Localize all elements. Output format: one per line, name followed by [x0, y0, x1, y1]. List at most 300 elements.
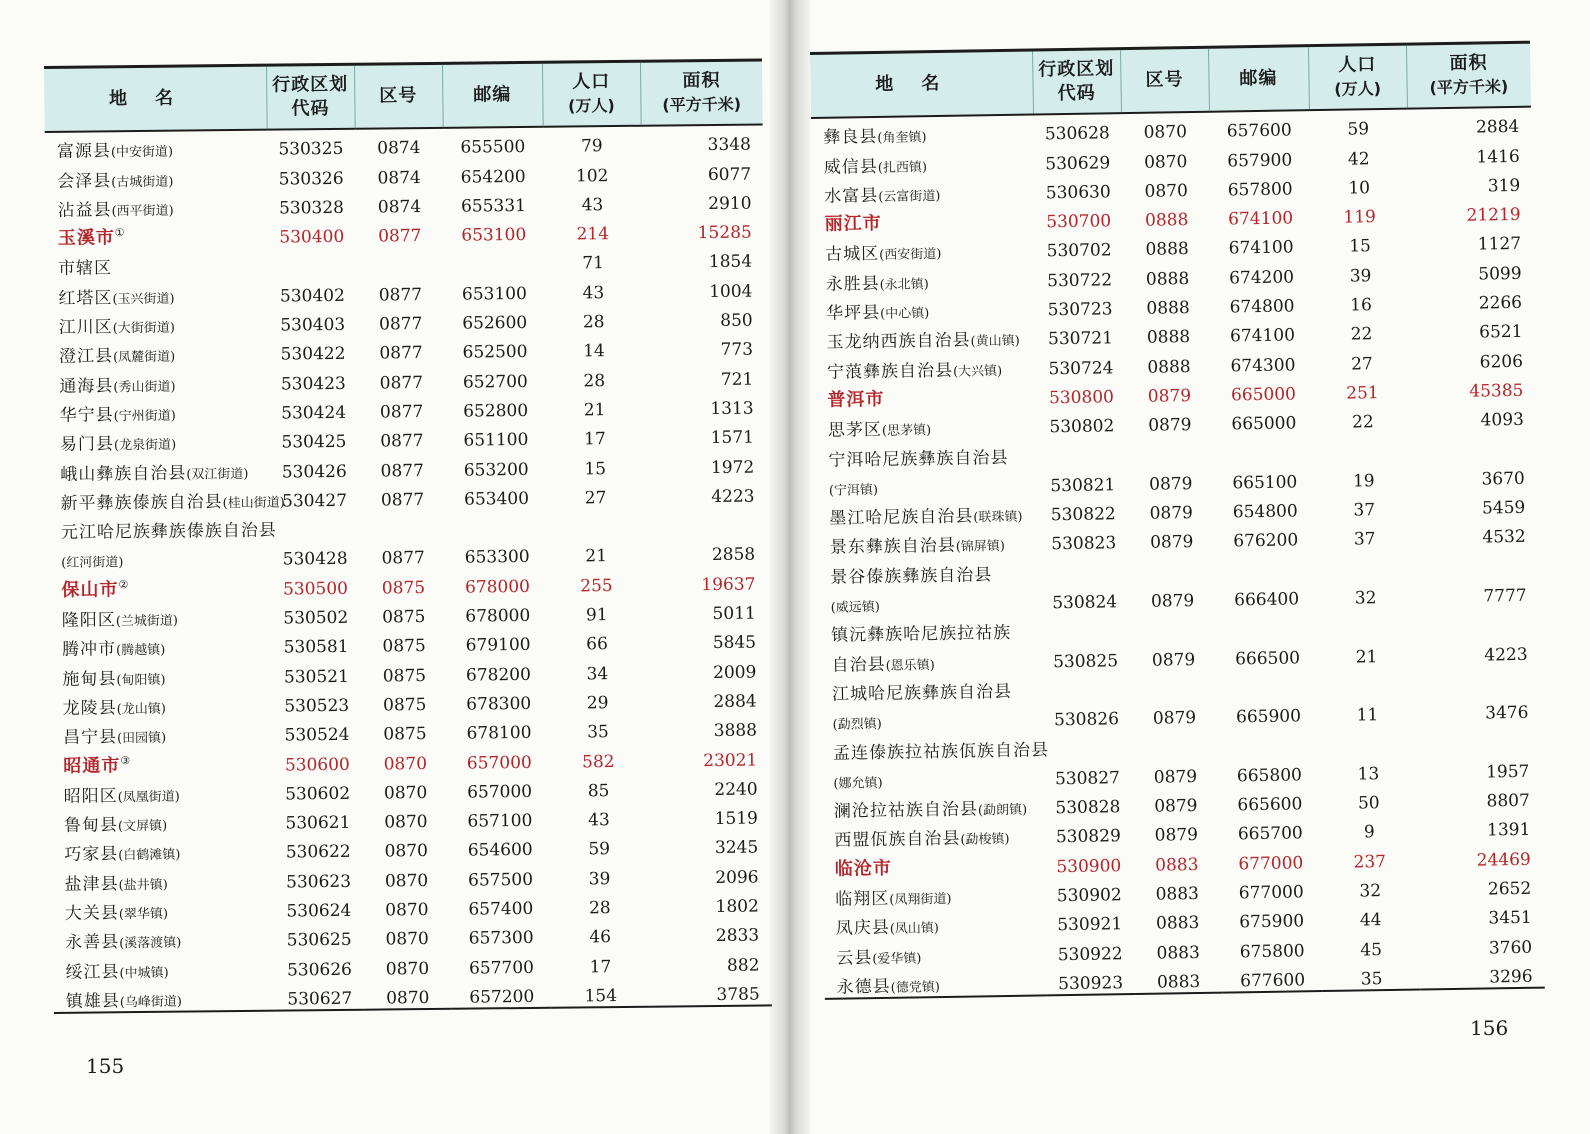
cell-code: 530630 — [1045, 182, 1111, 204]
cell-name — [812, 174, 1034, 207]
seat-name: (田园镇) — [116, 730, 167, 747]
cell-code: 530422 — [280, 344, 346, 365]
seat-name: (龙山镇) — [116, 701, 166, 718]
cell-population: 27 — [584, 487, 607, 509]
cell-name — [52, 863, 274, 895]
cell-postcode: 657300 — [468, 928, 534, 949]
cell-population: 79 — [580, 136, 603, 157]
cell-code — [1041, 612, 1129, 643]
cell-area: 1313 — [710, 398, 754, 420]
cell-population — [1314, 432, 1412, 463]
cell-population: 22 — [1351, 412, 1374, 433]
cell-area-code: 0870 — [385, 900, 429, 921]
cell-name — [49, 541, 271, 573]
page-number: 156 — [1470, 1016, 1509, 1040]
cell-area: 6521 — [1479, 322, 1523, 343]
place-name: 隆阳区 — [61, 610, 116, 631]
seat-name: (腾越镇) — [116, 643, 166, 659]
cell-code: 530827 — [1054, 768, 1121, 790]
seat-name: (联珠镇) — [973, 509, 1023, 526]
cell-population: 15 — [584, 458, 607, 479]
cell-population — [1316, 549, 1414, 580]
cell-area-code: 0870 — [1144, 180, 1189, 202]
cell-name — [53, 951, 275, 983]
cell-area-code: 0879 — [1147, 386, 1192, 407]
cell-population: 27 — [1350, 353, 1373, 375]
cell-postcode: 652600 — [462, 313, 528, 334]
cell-population: 154 — [552, 976, 650, 1007]
cell-name — [816, 438, 1038, 471]
cell-population: 9 — [1363, 822, 1375, 843]
place-name: 镇沅彝族哈尼族拉祜族 — [831, 623, 1012, 647]
cell-name — [46, 248, 268, 280]
cell-area-code: 0879 — [1149, 473, 1193, 495]
cell-area: 1571 — [710, 427, 755, 449]
place-name: 江城哈尼族彝族自治县 — [831, 681, 1013, 705]
cell-area — [1416, 664, 1540, 695]
seat-name: (凤麓街道) — [112, 350, 176, 366]
cell-name — [819, 613, 1041, 646]
cell-postcode: 665700 — [1237, 823, 1303, 845]
cell-population: 66 — [586, 634, 609, 655]
cell-code: 530500 — [282, 578, 349, 600]
cell-population: 42 — [1347, 148, 1370, 170]
cell-area-code: 0877 — [378, 314, 423, 335]
cell-area: 5845 — [712, 632, 757, 654]
header-code: 行政区划代码 — [266, 64, 355, 129]
cell-code: 530626 — [286, 959, 353, 981]
cell-name — [817, 467, 1039, 500]
cell-postcode: 657400 — [468, 898, 534, 920]
cell-name — [51, 746, 273, 778]
cell-area: 1127 — [1477, 234, 1522, 256]
cell-name — [817, 496, 1039, 529]
cell-name — [47, 336, 269, 368]
cell-area: 2910 — [708, 193, 752, 214]
place-name: 元江哈尼族彝族傣族自治县 — [60, 520, 277, 544]
cell-postcode: 675900 — [1239, 911, 1305, 933]
cell-code: 530600 — [284, 754, 350, 776]
cell-code: 530826 — [1053, 709, 1120, 731]
cell-area-code: 0870 — [385, 958, 430, 980]
seat-name: (大兴镇) — [952, 363, 1003, 380]
seat-name: (西安街道) — [879, 247, 942, 264]
cell-postcode: 657100 — [467, 811, 533, 832]
header-name: 地名 — [810, 50, 1033, 118]
cell-postcode: 678100 — [466, 723, 532, 744]
cell-name — [811, 115, 1033, 149]
seat-name: (西平街道) — [111, 203, 174, 220]
place-name: 镇雄县 — [65, 991, 120, 1012]
cell-postcode — [1216, 551, 1316, 582]
place-name: 富源县 — [56, 141, 112, 163]
cell-population: 59 — [588, 839, 611, 860]
cell-postcode: 665000 — [1231, 413, 1297, 435]
cell-name — [824, 936, 1046, 969]
place-name: 普洱市 — [827, 388, 885, 411]
cell-area-code: 0870 — [383, 782, 428, 804]
cell-code: 530721 — [1047, 328, 1114, 350]
table-header-row — [44, 60, 763, 132]
cell-code: 530524 — [284, 725, 350, 746]
cell-name — [54, 980, 276, 1013]
seat-name: (龙泉街道) — [113, 437, 177, 454]
cell-population: 28 — [582, 312, 605, 333]
cell-postcode: 666400 — [1234, 589, 1300, 611]
cell-name — [820, 701, 1042, 734]
seat-name: (乌峰街道) — [119, 994, 183, 1011]
cell-area-code: 0877 — [379, 372, 424, 394]
cell-population: 17 — [589, 956, 612, 977]
place-name: 景谷傣族彝族自治县 — [830, 564, 993, 588]
header-area-label: 面积 — [1449, 52, 1488, 74]
left-region-table — [44, 58, 772, 1013]
place-name: 永善县 — [65, 932, 120, 954]
place-name: 水富县 — [824, 185, 879, 207]
cell-postcode: 657200 — [452, 977, 552, 1008]
seat-name: (恩乐镇) — [885, 657, 935, 674]
cell-code — [1042, 671, 1130, 702]
cell-area-code: 0875 — [382, 665, 427, 687]
cell-code: 530921 — [1057, 914, 1123, 936]
place-name: 宁蒗彝族自治县 — [826, 360, 954, 383]
cell-population: 21 — [585, 546, 608, 567]
cell-population: 71 — [582, 253, 605, 274]
cell-postcode: 654200 — [460, 166, 526, 188]
cell-code: 530426 — [281, 461, 347, 483]
cell-population: 43 — [581, 195, 604, 216]
cell-area-code: 0888 — [1146, 298, 1190, 319]
cell-code: 530902 — [1056, 885, 1122, 907]
cell-area-code: 0875 — [381, 577, 426, 599]
cell-area: 4223 — [1484, 644, 1528, 666]
cell-postcode: 653200 — [463, 459, 529, 481]
cell-code: 530702 — [1046, 240, 1112, 262]
cell-population: 28 — [583, 370, 606, 392]
cell-postcode: 665600 — [1237, 794, 1303, 816]
seat-name: (大街街道) — [112, 320, 175, 337]
place-name: 市辖区 — [58, 258, 113, 280]
cell-postcode: 654800 — [1232, 501, 1298, 523]
cell-population — [1318, 666, 1416, 697]
cell-area-code — [1131, 728, 1219, 759]
place-name: 华宁县 — [59, 405, 114, 426]
cell-code: 530624 — [286, 900, 352, 922]
cell-population: 43 — [582, 282, 605, 304]
cell-code: 530403 — [280, 314, 346, 336]
seat-name: (思茅镇) — [881, 423, 932, 440]
cell-area: 3451 — [1488, 908, 1532, 929]
cell-area: 3476 — [1485, 703, 1529, 724]
cell-postcode: 665900 — [1235, 706, 1302, 728]
cell-population: 119 — [1343, 207, 1377, 228]
cell-postcode: 655331 — [460, 195, 527, 217]
cell-area: 1972 — [710, 457, 755, 478]
cell-area-code: 0875 — [382, 694, 427, 716]
cell-area-code: 0883 — [1155, 913, 1200, 934]
cell-postcode: 657600 — [1226, 120, 1292, 142]
cell-area: 2266 — [1478, 292, 1523, 314]
cell-population: 251 — [1346, 383, 1379, 404]
cell-area: 2884 — [1475, 117, 1520, 138]
seat-name: (扎西镇) — [877, 159, 928, 176]
cell-code — [1043, 729, 1131, 760]
right-page — [810, 0, 1590, 1134]
footnote-mark: ② — [118, 577, 130, 591]
seat-name: (勐梭镇) — [960, 832, 1010, 849]
cell-area: 721 — [720, 369, 754, 390]
cell-area-code: 0875 — [382, 607, 426, 628]
cell-code: 530623 — [286, 871, 352, 893]
cell-area-code: 0883 — [1156, 942, 1200, 964]
cell-name — [824, 965, 1046, 999]
cell-postcode — [1219, 726, 1319, 757]
cell-name — [815, 350, 1037, 383]
place-name: 自治县 — [831, 654, 886, 676]
header-postcode: 邮编 — [1208, 46, 1309, 112]
cell-postcode — [1214, 433, 1314, 464]
cell-population: 15 — [1349, 236, 1372, 258]
cell-postcode: 655500 — [460, 137, 526, 158]
cell-area: 1957 — [1485, 761, 1530, 783]
cell-name — [812, 145, 1034, 178]
cell-area: 1802 — [715, 896, 759, 918]
cell-name — [814, 321, 1036, 354]
cell-area: 2652 — [1487, 878, 1532, 900]
cell-postcode: 657500 — [467, 869, 534, 891]
cell-postcode — [444, 245, 544, 275]
cell-postcode: 674300 — [1230, 355, 1296, 377]
cell-code: 530424 — [281, 402, 347, 424]
cell-area-code: 0877 — [380, 431, 424, 452]
footnote-mark: ① — [114, 226, 126, 240]
seat-name: (秀山街道) — [113, 379, 176, 395]
cell-population: 28 — [588, 898, 611, 919]
right-region-table — [810, 41, 1545, 1000]
cell-postcode: 653400 — [464, 488, 530, 510]
cell-code: 530423 — [280, 373, 346, 395]
cell-population — [1317, 608, 1415, 639]
cell-postcode: 665000 — [1230, 384, 1297, 406]
place-name: 施甸县 — [62, 668, 117, 690]
cell-postcode: 677600 — [1222, 961, 1322, 993]
cell-area: 3760 — [1488, 937, 1533, 959]
cell-area-code: 0875 — [383, 724, 427, 745]
place-name: 玉龙纳西族自治县 — [826, 330, 971, 354]
cell-area-code: 0888 — [1144, 210, 1189, 231]
header-area — [1406, 42, 1531, 108]
cell-code: 530602 — [285, 783, 351, 805]
cell-population: 43 — [587, 810, 610, 831]
cell-area-code: 0875 — [382, 636, 426, 657]
place-name: 景东彝族自治县 — [829, 536, 956, 559]
cell-area-code: 0870 — [364, 978, 452, 1009]
cell-name — [47, 365, 269, 397]
cell-area: 2096 — [715, 867, 759, 888]
place-name: 新平彝族傣族自治县 — [60, 492, 223, 514]
cell-name — [50, 599, 272, 631]
cell-name — [48, 482, 285, 514]
book-spine — [770, 0, 810, 1134]
cell-population: 39 — [1349, 265, 1372, 287]
cell-area-code: 0870 — [385, 929, 429, 950]
place-name: 凤庆县 — [835, 918, 890, 940]
cell-name — [820, 672, 1042, 705]
cell-code: 530900 — [1056, 855, 1122, 877]
header-area — [640, 60, 763, 126]
cell-code: 530922 — [1057, 943, 1123, 965]
header-area-unit: (平方千米) — [1429, 77, 1509, 98]
place-name: 澄江县 — [58, 346, 114, 368]
cell-population: 21 — [583, 400, 606, 421]
place-name: 保山市 — [61, 578, 119, 601]
cell-code: 530625 — [286, 930, 352, 951]
cell-area: 5011 — [712, 603, 756, 625]
place-name: 大关县 — [64, 903, 119, 924]
cell-name — [50, 658, 272, 690]
cell-postcode: 652500 — [462, 342, 528, 364]
cell-name — [823, 848, 1045, 881]
cell-area: 5099 — [1478, 263, 1522, 285]
left-table-body — [45, 124, 772, 1012]
seat-name: (盐井镇) — [118, 877, 168, 893]
cell-area-code: 0879 — [1149, 503, 1194, 524]
cell-area — [1417, 723, 1541, 754]
place-name: 会泽县 — [57, 170, 112, 192]
cell-population: 91 — [585, 605, 608, 626]
cell-area-code: 0883 — [1155, 854, 1199, 876]
cell-code: 530523 — [284, 695, 350, 717]
cell-population: 102 — [575, 165, 609, 187]
cell-name — [46, 277, 268, 309]
cell-code: 530402 — [279, 285, 345, 307]
cell-name — [819, 643, 1041, 676]
cell-name — [817, 526, 1039, 559]
seat-name: (翠华镇) — [118, 906, 169, 923]
cell-code: 530628 — [1044, 123, 1110, 145]
cell-postcode: 666500 — [1234, 648, 1301, 670]
cell-area-code: 0888 — [1146, 327, 1191, 349]
place-name: 昭阳区 — [63, 786, 118, 807]
cell-area: 5459 — [1481, 497, 1526, 519]
cell-area-code: 0879 — [1150, 591, 1195, 612]
header-population-label: 人口 — [572, 71, 611, 93]
cell-area: 2884 — [713, 691, 757, 712]
cell-area-code: 0870 — [384, 870, 429, 892]
cell-area-code: 0877 — [381, 548, 425, 569]
place-name: 江川区 — [58, 317, 113, 338]
cell-postcode: 679100 — [465, 635, 531, 656]
cell-name — [823, 906, 1045, 939]
cell-postcode: 674100 — [1229, 325, 1296, 347]
cell-area-code: 0883 — [1155, 884, 1200, 905]
cell-area-code — [1130, 669, 1218, 700]
cell-area-code: 0877 — [378, 226, 422, 247]
cell-name — [821, 731, 1050, 764]
cell-population — [547, 508, 645, 538]
cell-population: 582 — [581, 751, 615, 772]
cell-name — [50, 629, 272, 661]
cell-postcode: 665800 — [1236, 765, 1303, 787]
cell-name — [52, 804, 274, 836]
cell-postcode: 674100 — [1228, 237, 1294, 259]
cell-area: 319 — [1487, 175, 1521, 197]
right-table-body — [811, 107, 1545, 999]
cell-population: 214 — [576, 224, 610, 245]
cell-population: 35 — [587, 722, 609, 743]
cell-population: 10 — [1348, 178, 1371, 199]
cell-area-code: 0879 — [1152, 708, 1197, 729]
cell-code: 530621 — [285, 812, 351, 834]
seat-name: (威远镇) — [830, 600, 881, 616]
cell-area: 15285 — [697, 222, 752, 244]
cell-area-code: 0870 — [1143, 122, 1188, 144]
cell-area-code — [359, 510, 447, 540]
place-name: 华坪县 — [825, 303, 881, 324]
cell-population: 13 — [1357, 763, 1380, 785]
seat-name: (古城街道) — [111, 174, 174, 190]
header-population-label: 人口 — [1338, 54, 1377, 76]
cell-population: 46 — [589, 927, 612, 948]
cell-area-code: 0877 — [379, 402, 424, 423]
cell-area — [1412, 430, 1536, 461]
cell-area: 4532 — [1482, 527, 1526, 548]
cell-area: 1416 — [1476, 146, 1520, 168]
cell-name — [47, 306, 269, 338]
cell-code: 530427 — [282, 490, 348, 512]
cell-area: 3888 — [713, 720, 758, 742]
header-postcode: 邮编 — [442, 62, 543, 128]
cell-code: 530802 — [1049, 416, 1115, 438]
footnote-mark: ③ — [120, 753, 132, 767]
cell-code: 530328 — [278, 197, 345, 219]
cell-area-code: 0877 — [379, 343, 423, 364]
cell-postcode: 678300 — [466, 693, 532, 715]
cell-code: 530821 — [1050, 475, 1116, 497]
cell-area-code: 0870 — [383, 753, 428, 775]
cell-area-code: 0870 — [1143, 151, 1188, 173]
cell-area: 1391 — [1486, 820, 1531, 841]
place-name: 云县 — [836, 947, 873, 969]
cell-population: 37 — [1353, 500, 1376, 521]
cell-area-code: 0874 — [377, 138, 421, 159]
header-area-unit: (平方千米) — [662, 94, 742, 115]
place-name: 易门县 — [59, 434, 115, 456]
cell-population: 37 — [1353, 529, 1376, 550]
cell-area-code: 0888 — [1145, 239, 1189, 261]
cell-postcode: 678200 — [465, 664, 531, 686]
place-name: 孟连傣族拉祜族佤族自治县 — [832, 739, 1050, 764]
cell-population: 85 — [587, 780, 610, 802]
place-name: 巧家县 — [64, 844, 119, 866]
cell-code: 530629 — [1045, 152, 1111, 174]
seat-name: (黄山镇) — [970, 334, 1020, 350]
cell-code: 530822 — [1050, 504, 1116, 526]
place-name: 昌宁县 — [62, 727, 118, 749]
cell-name — [51, 687, 273, 719]
place-name: 龙陵县 — [62, 698, 117, 719]
cell-area-code: 0879 — [1148, 415, 1192, 436]
seat-name: (双江街道) — [186, 466, 249, 483]
place-name: 永胜县 — [825, 273, 880, 295]
cell-name — [818, 584, 1040, 617]
cell-area: 8807 — [1486, 790, 1531, 812]
cell-population: 50 — [1357, 793, 1380, 814]
seat-name: (文屏镇) — [117, 818, 168, 835]
seat-name: (宁洱镇) — [828, 482, 879, 499]
cell-postcode: 652800 — [463, 400, 529, 422]
cell-name — [822, 789, 1044, 822]
